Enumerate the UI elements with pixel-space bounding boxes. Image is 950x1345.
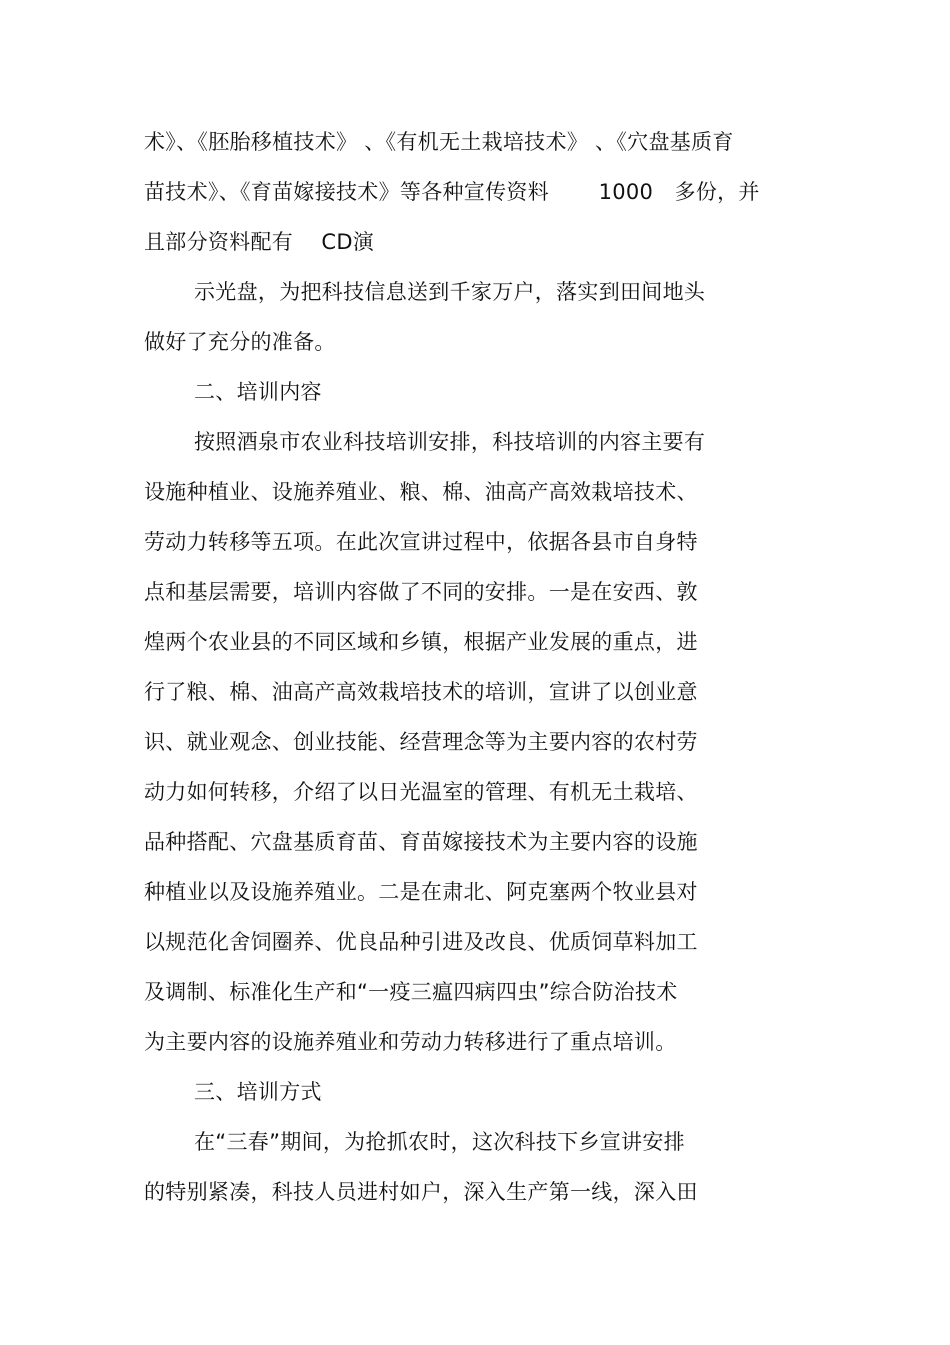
text-line-16: 种植业以及设施养殖业。二是在肃北、阿克塞两个牧业县对 xyxy=(144,880,698,904)
text-line-9: 劳动力转移等五项。在此次宣讲过程中，依据各县市自身特 xyxy=(144,530,698,554)
text-line-12: 行了粮、棉、油高产高效栽培技术的培训，宣讲了以创业意 xyxy=(144,680,698,704)
text-line-14: 动力如何转移，介绍了以日光温室的管理、有机无土栽培、 xyxy=(144,780,698,804)
text-line-7: 按照酒泉市农业科技培训安排，科技培训的内容主要有 xyxy=(194,430,706,454)
text-line-21: 在“三春”期间，为抢抓农时，这次科技下乡宣讲安排 xyxy=(194,1130,685,1154)
text-line-18: 及调制、标准化生产和“一疫三瘟四病四虫”综合防治技术 xyxy=(144,980,678,1004)
text-line-5: 做好了充分的准备。 xyxy=(144,330,336,354)
text-line-1: 术》、《胚胎移植技术》 、《有机无土栽培技术》 、《穴盘基质育 xyxy=(144,130,734,154)
text-line-19: 为主要内容的设施养殖业和劳动力转移进行了重点培训。 xyxy=(144,1030,677,1054)
text-line-3: 且部分资料配有 CD演 xyxy=(144,230,375,254)
text-line-10: 点和基层需要，培训内容做了不同的安排。一是在安西、敦 xyxy=(144,580,698,604)
text-line-8: 设施种植业、设施养殖业、粮、棉、油高产高效栽培技术、 xyxy=(144,480,698,504)
text-line-15: 品种搭配、穴盘基质育苗、育苗嫁接技术为主要内容的设施 xyxy=(144,830,698,854)
text-line-22: 的特别紧凑，科技人员进村如户，深入生产第一线，深入田 xyxy=(144,1180,698,1204)
section-heading-training-content: 二、培训内容 xyxy=(194,380,322,404)
text-line-17: 以规范化舍饲圈养、优良品种引进及改良、优质饲草料加工 xyxy=(144,930,698,954)
text-line-4: 示光盘，为把科技信息送到千家万户，落实到田间地头 xyxy=(194,280,706,304)
text-line-2: 苗技术》、《育苗嫁接技术》等各种宣传资料 1000 多份，并 xyxy=(144,180,760,204)
text-line-13: 识、就业观念、创业技能、经营理念等为主要内容的农村劳 xyxy=(144,730,698,754)
section-heading-training-method: 三、培训方式 xyxy=(194,1080,322,1104)
text-line-11: 煌两个农业县的不同区域和乡镇，根据产业发展的重点，进 xyxy=(144,630,698,654)
